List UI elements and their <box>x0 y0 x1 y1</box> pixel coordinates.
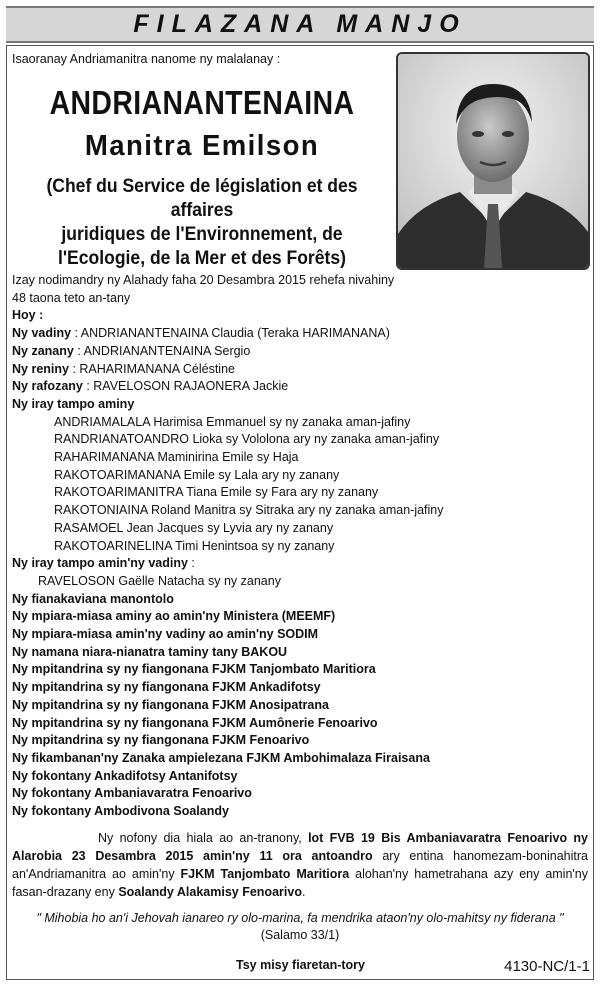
group-item: Ny namana niara-nianatra taminy tany BAKOU <box>12 644 288 659</box>
family-line <box>12 325 588 343</box>
bible-quote: " Mihobia ho an'i Jehovah ianareo ry olo-marina, fa mendrika ataon'ny olo-mahitsy ny fiderana " <box>36 911 564 925</box>
family-relation: Ny rafozany <box>12 379 83 394</box>
sibling-item: RASAMOEL Jean Jacques sy Lyvia ary ny zanany <box>54 520 334 535</box>
sibling-item: RAHARIMANANA Maminirina Emile sy Haja <box>54 450 299 465</box>
siblings-label: Ny iray tampo aminy <box>12 396 135 411</box>
family-relation: Ny vadiny <box>12 326 72 341</box>
sibling-item: RANDRIANATOANDRO Lioka sy Vololona ary ny zanaka aman-jafiny <box>54 432 440 447</box>
funeral-text: alohan'ny hametrahana azy eny amin'ny fasan-drazany eny <box>12 867 588 899</box>
inlaws-label: Ny iray tampo amin'ny vadiny <box>12 556 188 571</box>
inlaw-item: RAVELOSON Gaëlle Natacha sy ny zanany <box>38 573 281 588</box>
family-names: : RAVELOSON RAJAONERA Jackie <box>82 379 289 394</box>
group-item: Ny fianakaviana manontolo <box>12 591 174 606</box>
notice-body <box>12 272 588 821</box>
banner-title: FILAZANA MANJO <box>133 10 467 38</box>
group-item: Ny mpiara-miasa amin'ny vadiny ao amin'ny SODIM <box>12 627 319 642</box>
portrait-photo <box>396 52 590 270</box>
group-item: Ny fokontany Ambaniavaratra Fenoarivo <box>12 786 252 801</box>
deceased-given-names: Manitra Emilson <box>84 130 320 162</box>
group-item: Ny fokontany Ankadifotsy Antanifotsy <box>12 768 238 783</box>
family-names: : ANDRIANANTENAINA Sergio <box>73 343 251 358</box>
position-line: juridiques de l'Environnement, de <box>61 223 343 245</box>
funeral-text: . <box>301 885 306 899</box>
sibling-item: RAKOTOARIMANANA Emile sy Lala ary ny zanany <box>54 467 340 482</box>
age-line: 48 taona teto an-tany <box>12 290 131 305</box>
group-item: Ny mpitandrina sy ny fiangonana FJKM Tanjombato Maritiora <box>12 662 376 677</box>
funeral-details <box>12 829 588 901</box>
funeral-church: FJKM Tanjombato Maritiora <box>180 867 350 881</box>
group-item: Ny fokontany Ambodivona Soalandy <box>12 804 229 819</box>
group-item: Ny mpitandrina sy ny fiangonana FJKM Aumônerie Fenoarivo <box>12 715 378 730</box>
inlaws-colon: : <box>187 556 195 571</box>
funeral-text: Ny nofony dia hiala ao an-tranony, <box>98 831 309 845</box>
family-line <box>12 378 588 396</box>
family-names: : ANDRIANANTENAINA Claudia (Teraka HARIMANANA) <box>71 326 390 341</box>
deceased-surname: ANDRIANANTENAINA <box>49 84 355 121</box>
family-line <box>12 361 588 379</box>
group-item: Ny mpiara-miasa aminy ao amin'ny Ministera (MEEMF) <box>12 609 336 624</box>
funeral-burial-place: Soalandy Alakamisy Fenoarivo <box>118 885 302 899</box>
family-names: : RAHARIMANANA Céléstine <box>68 361 235 376</box>
hoy-label: Hoy : <box>12 308 44 323</box>
inlaws-line <box>12 555 588 573</box>
footer-note: Tsy misy fiaretan-tory <box>236 958 365 972</box>
sibling-item: RAKOTOARIMANITRA Tiana Emile sy Fara ary ny zanany <box>54 485 379 500</box>
group-item: Ny mpitandrina sy ny fiangonana FJKM Anosipatrana <box>12 697 329 712</box>
banner <box>6 6 594 43</box>
funeral-text: ary entina hanomezam-boninahitra an'Andriamanitra ao amin'ny <box>12 849 588 881</box>
position-line: (Chef du Service de législation et des affaires <box>46 175 358 221</box>
sibling-item: ANDRIAMALALA Harimisa Emmanuel sy ny zanaka aman-jafiny <box>54 414 411 429</box>
intro-text: Isaoranay Andriamanitra nanome ny malalanay : <box>12 52 281 66</box>
bible-reference: (Salamo 33/1) <box>260 928 340 942</box>
reference-code: 4130-NC/1-1 <box>504 958 590 975</box>
group-item: Ny fikambanan'ny Zanaka ampielezana FJKM Ambohimalaza Firaisana <box>12 750 430 765</box>
funeral-location-date: lot FVB 19 Bis Ambaniavaratra Fenoarivo ny Alarobia 23 Desambra 2015 amin'ny 11 ora antoandro <box>12 831 588 863</box>
family-relation: Ny zanany <box>12 343 74 358</box>
family-relation: Ny reniny <box>12 361 69 376</box>
sibling-item: RAKOTONIAINA Roland Manitra sy Sitraka ary ny zanaka aman-jafiny <box>54 503 444 518</box>
deceased-position <box>29 174 375 270</box>
group-item: Ny mpitandrina sy ny fiangonana FJKM Ankadifotsy <box>12 680 321 695</box>
group-item: Ny mpitandrina sy ny fiangonana FJKM Fenoarivo <box>12 733 310 748</box>
position-line: l'Ecologie, de la Mer et des Forêts) <box>58 247 346 269</box>
sibling-item: RAKOTOARINELINA Timi Henintsoa sy ny zanany <box>54 538 335 553</box>
death-date-line: Izay nodimandry ny Alahady faha 20 Desambra 2015 rehefa nivahiny <box>12 273 395 287</box>
family-line <box>12 343 588 361</box>
